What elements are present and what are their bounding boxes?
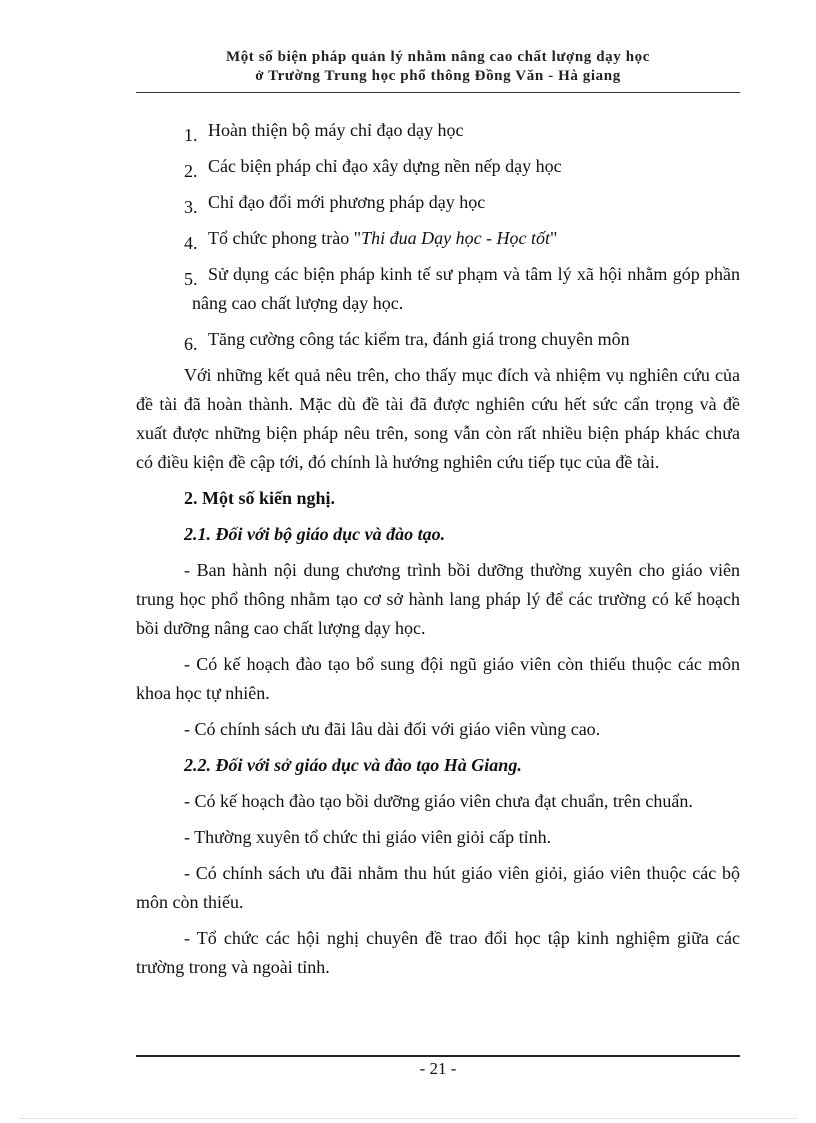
list-item-number: 3.	[184, 197, 198, 217]
section-heading: 2. Một số kiến nghị.	[184, 488, 336, 508]
recommendation-paragraph: - Có chính sách ưu đãi lâu dài đối với giáo viên vùng cao.	[184, 719, 601, 739]
list-item-number: 5.	[184, 269, 198, 289]
list-item-text: Chỉ đạo đổi mới phương pháp dạy học	[208, 192, 486, 212]
subsection-heading: 2.1. Đối với bộ giáo dục và đào tạo.	[184, 524, 446, 544]
page-edge-divider	[20, 1118, 796, 1119]
list-item	[136, 325, 740, 354]
list-item-text: Sử dụng các biện pháp kinh tế sư phạm và tâm lý xã hội nhằm góp phần nâng cao chất lượng dạy học.	[192, 264, 740, 313]
list-item-number: 4.	[184, 233, 198, 253]
list-item-number: 2.	[184, 161, 198, 181]
page-number: - 21 -	[419, 1059, 457, 1078]
recommendation-paragraph: - Tổ chức các hội nghị chuyên đề trao đổi học tập kinh nghiệm giữa các trường trong và ngoài tỉnh.	[136, 928, 740, 977]
list-item-text-prefix: Tổ chức phong trào "	[208, 228, 362, 248]
header-divider	[136, 92, 740, 93]
list-item	[136, 188, 740, 217]
list-item-text-italic: Thi đua Dạy học - Học tốt	[361, 228, 551, 248]
list-item-text-suffix: "	[550, 228, 558, 248]
recommendation-paragraph: - Có kế hoạch đào tạo bồi dưỡng giáo viên chưa đạt chuẩn, trên chuẩn.	[184, 791, 693, 811]
list-item-text: Hoàn thiện bộ máy chỉ đạo dạy học	[208, 120, 464, 140]
list-item	[136, 116, 740, 145]
running-header	[136, 48, 740, 86]
conclusion-paragraph: Với những kết quả nêu trên, cho thấy mục đích và nhiệm vụ nghiên cứu của đề tài đã hoàn thành. Mặc dù đề tài đã được nghiên cứu hết sức cẩn trọng và đề xuất được những biện pháp nêu trên, song vẫn còn rất nhiều biện pháp khác chưa có điều kiện đề cập tới, đó chính là hướng nghiên cứu tiếp tục của đề tài.	[136, 365, 740, 472]
list-item-text: Các biện pháp chỉ đạo xây dựng nền nếp dạy học	[208, 156, 562, 176]
recommendation-paragraph: - Có kế hoạch đào tạo bổ sung đội ngũ giáo viên còn thiếu thuộc các môn khoa học tự nhiên.	[136, 654, 740, 703]
subsection-heading: 2.2. Đối với sở giáo dục và đào tạo Hà Giang.	[184, 755, 522, 775]
footer-divider	[136, 1055, 740, 1057]
page-body	[136, 116, 740, 989]
list-item-number: 6.	[184, 334, 198, 354]
recommendation-paragraph: - Thường xuyên tổ chức thi giáo viên giỏi cấp tỉnh.	[184, 827, 552, 847]
header-line-1: Một số biện pháp quản lý nhằm nâng cao chất lượng dạy học	[225, 49, 651, 65]
list-item	[136, 260, 740, 318]
list-item	[136, 152, 740, 181]
recommendation-paragraph: - Có chính sách ưu đãi nhằm thu hút giáo viên giỏi, giáo viên thuộc các bộ môn còn thiếu.	[136, 863, 740, 912]
list-item-text: Tăng cường công tác kiểm tra, đánh giá trong chuyên môn	[208, 329, 630, 349]
list-item	[136, 224, 740, 253]
recommendation-paragraph: - Ban hành nội dung chương trình bồi dưỡng thường xuyên cho giáo viên trung học phổ thông nhằm tạo cơ sở hành lang pháp lý để các trường có kế hoạch bồi dưỡng nâng cao chất lượng dạy học.	[136, 560, 740, 638]
list-item-number: 1.	[184, 125, 198, 145]
header-line-2: ở Trường Trung học phổ thông Đồng Văn - Hà giang	[255, 68, 621, 84]
solution-list	[136, 116, 740, 354]
